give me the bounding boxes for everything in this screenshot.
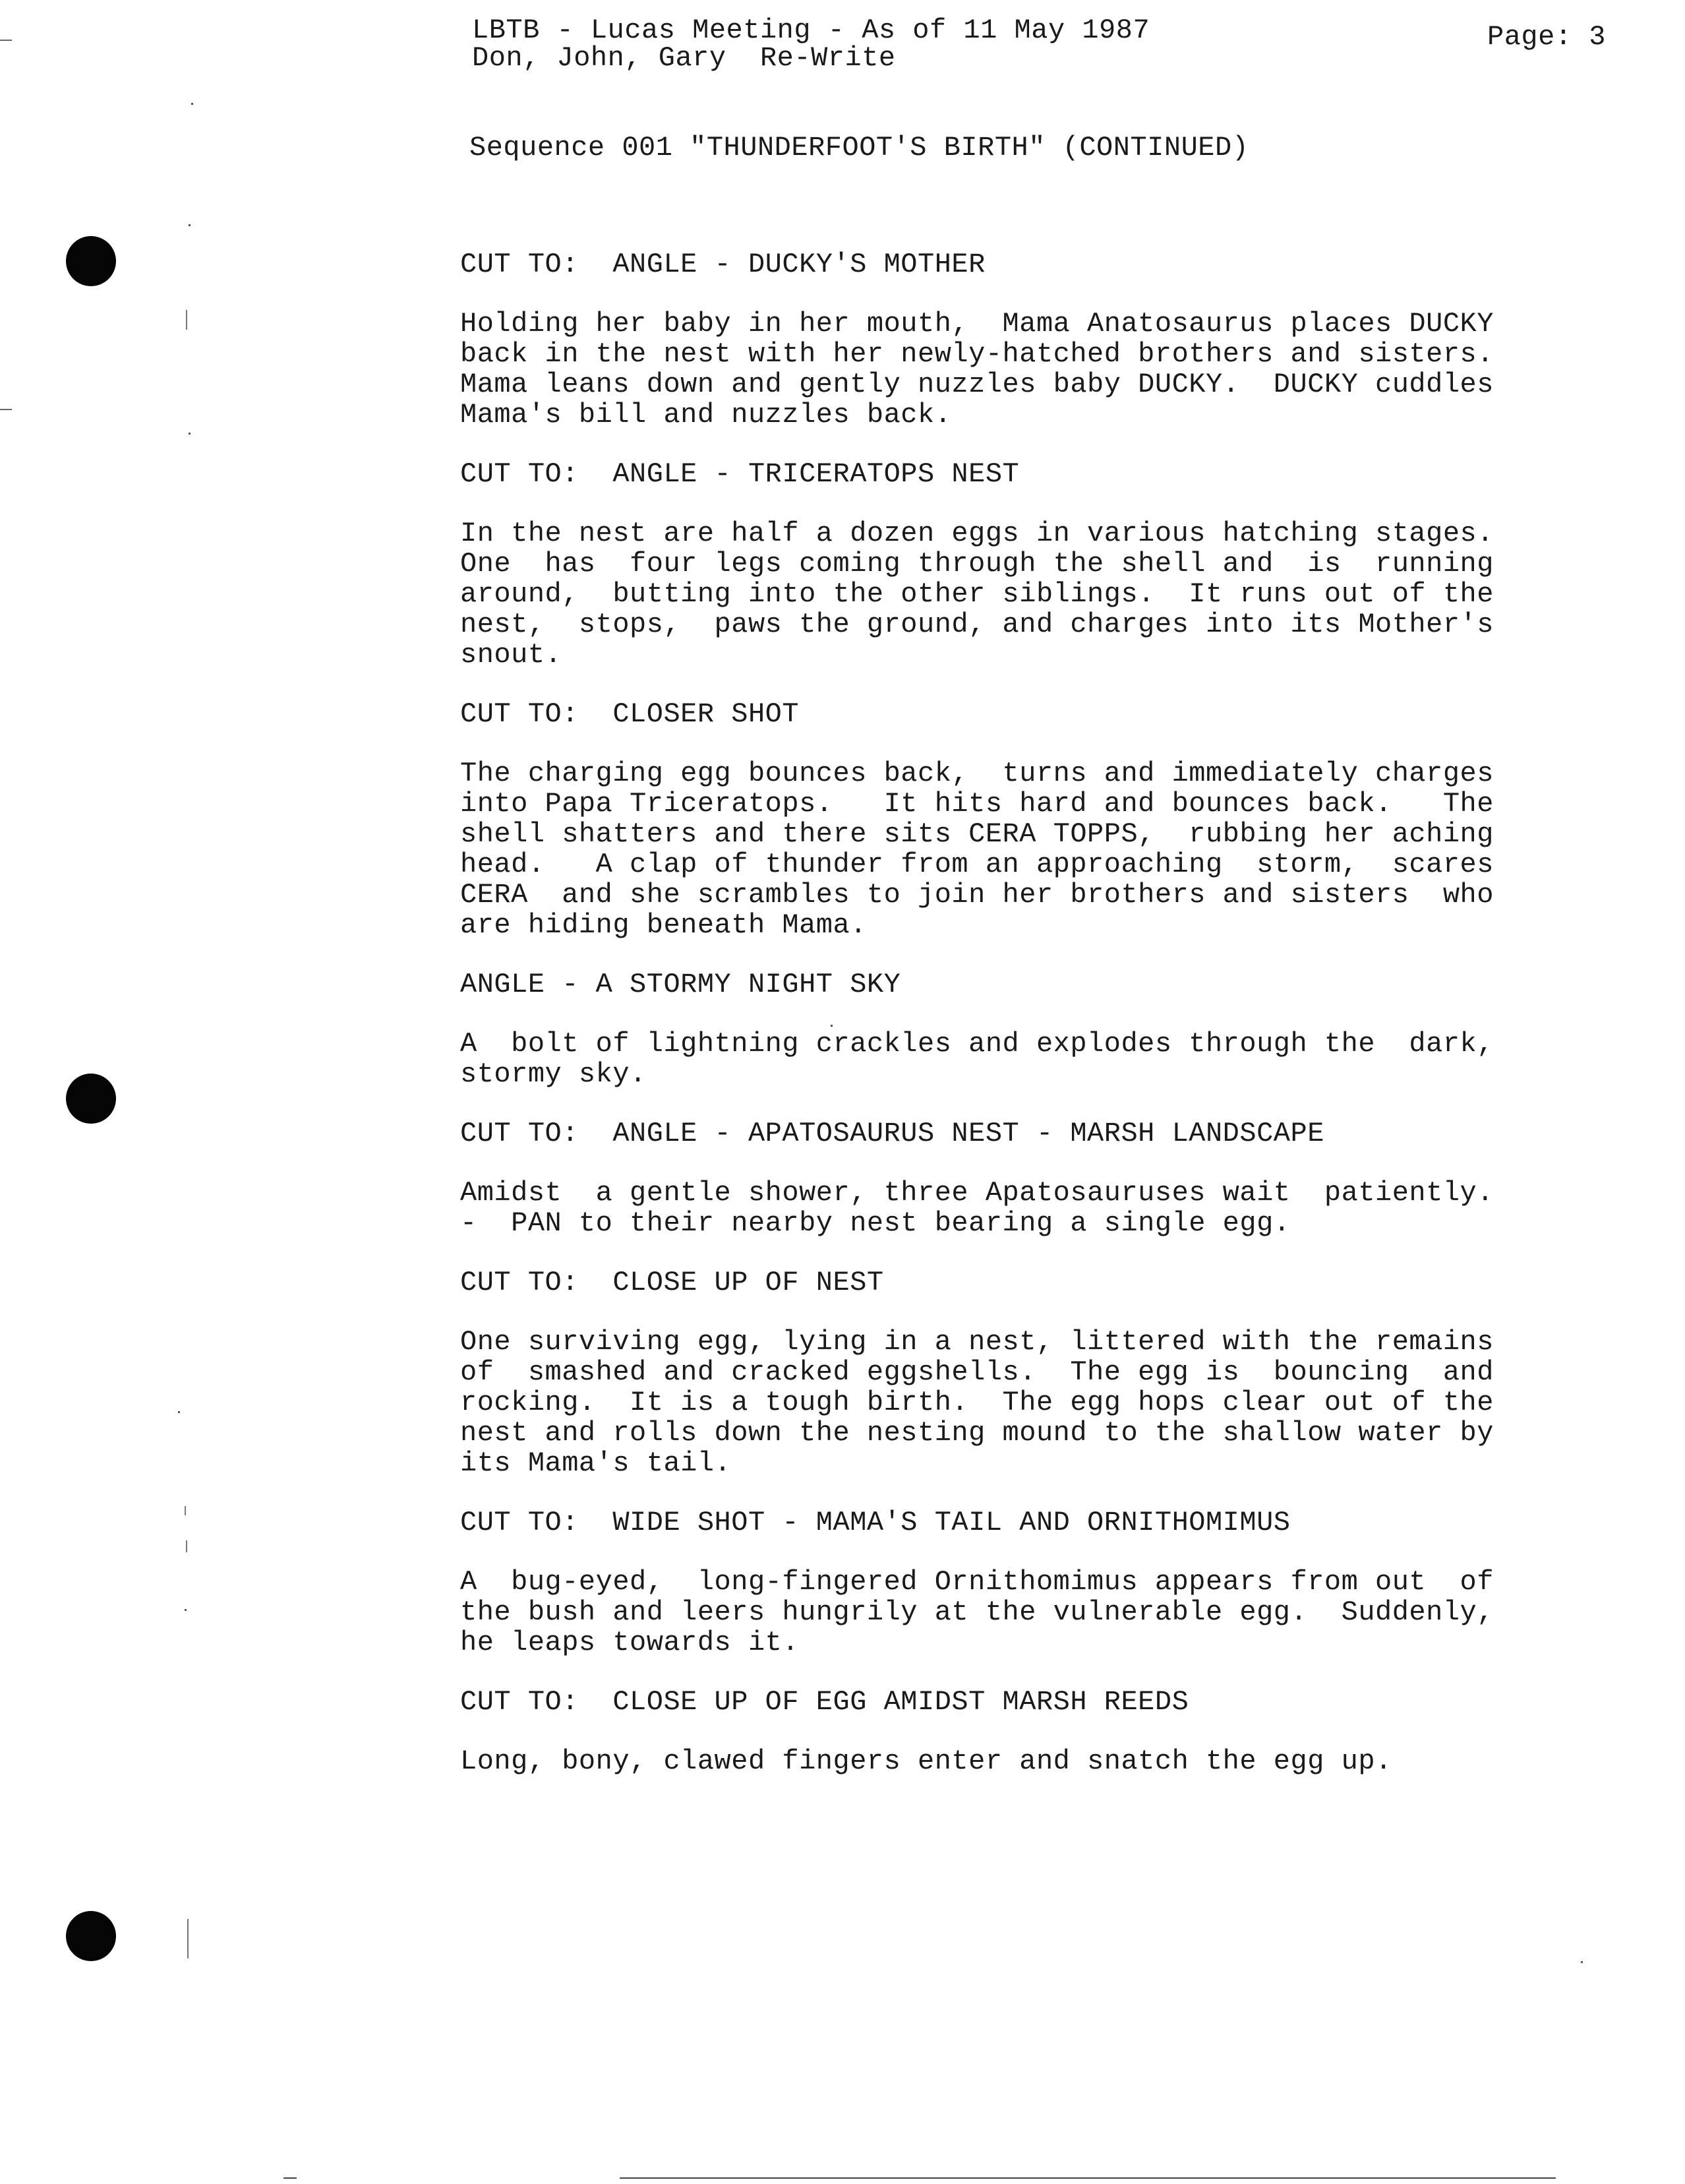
scan-speck [189,433,191,435]
punch-hole-middle [66,1074,116,1124]
scene-block [460,969,1581,1089]
scene-heading: CUT TO: ANGLE - DUCKY'S MOTHER [460,249,986,280]
scan-speck [191,103,193,105]
scan-bottom-edge [283,2177,297,2179]
description-line: nest, stops, paws the ground, and charges into its Mother's [460,609,1494,640]
punch-hole-top [66,236,116,286]
description-line: Long, bony, clawed fingers enter and snatch the egg up. [460,1745,1392,1777]
scene-description [460,1029,1581,1089]
scene-block [460,1118,1581,1238]
description-line: snout. [460,639,562,671]
description-line: stormy sky. [460,1058,647,1090]
header-writers: Don, John, Gary Re-Write [472,42,896,74]
scan-speck [178,1411,180,1413]
scene-block [460,699,1581,940]
scene-description [460,1567,1581,1658]
scene-description [460,1178,1581,1238]
description-line: Mama's bill and nuzzles back. [460,399,952,431]
description-line: In the nest are half a dozen eggs in various hatching stages. [460,518,1494,549]
description-line: are hiding beneath Mama. [460,909,867,941]
header-title: LBTB - Lucas Meeting - As of 11 May 1987 [472,15,1150,46]
script-body [460,249,1581,1805]
scene-block [460,249,1581,430]
description-line: The charging egg bounces back, turns and immediately charges [460,758,1494,789]
description-line: - PAN to their nearby nest bearing a single egg. [460,1207,1291,1239]
description-line: One surviving egg, lying in a nest, littered with the remains [460,1326,1494,1358]
scene-block [460,459,1581,670]
scan-speck [186,310,187,330]
page-number: Page: 3 [1487,21,1606,53]
scan-speck [189,224,191,226]
description-line: into Papa Triceratops. It hits hard and bounces back. The [460,788,1494,820]
description-line: rocking. It is a tough birth. The egg hops clear out of the [460,1387,1494,1418]
scene-block [460,1687,1581,1776]
scan-edge-mark [0,40,12,41]
scene-heading: CUT TO: ANGLE - TRICERATOPS NEST [460,458,1020,490]
description-line: Amidst a gentle shower, three Apatosauruses wait patiently. [460,1177,1494,1209]
description-line: the bush and leers hungrily at the vulnerable egg. Suddenly, [460,1596,1494,1628]
description-line: Holding her baby in her mouth, Mama Anatosaurus places DUCKY [460,308,1494,340]
scene-heading: ANGLE - A STORMY NIGHT SKY [460,969,901,1000]
sequence-title: Sequence 001 "THUNDERFOOT'S BIRTH" (CONTINUED) [469,132,1249,164]
scene-heading: CUT TO: WIDE SHOT - MAMA'S TAIL AND ORNITHOMIMUS [460,1507,1291,1538]
scan-speck [187,1919,189,1958]
scene-description [460,758,1581,940]
scene-description [460,518,1581,670]
description-line: A bug-eyed, long-fingered Ornithomimus appears from out of [460,1566,1494,1598]
description-line: back in the nest with her newly-hatched brothers and sisters. [460,338,1494,370]
description-line: around, butting into the other siblings. It runs out of the [460,578,1494,610]
scene-block [460,1267,1581,1478]
scan-speck [186,1540,187,1552]
scene-heading: CUT TO: CLOSER SHOT [460,698,800,730]
description-line: its Mama's tail. [460,1447,732,1479]
scene-heading: CUT TO: CLOSE UP OF EGG AMIDST MARSH REEDS [460,1686,1189,1718]
description-line: Mama leans down and gently nuzzles baby DUCKY. DUCKY cuddles [460,369,1494,400]
scan-speck [185,1506,186,1515]
description-line: of smashed and cracked eggshells. The egg is bouncing and [460,1356,1494,1388]
scene-description [460,309,1581,430]
description-line: CERA and she scrambles to join her brothers and sisters who [460,879,1494,911]
scan-speck [185,1609,187,1611]
scan-edge-mark [0,409,12,410]
description-line: nest and rolls down the nesting mound to the shallow water by [460,1417,1494,1449]
scene-heading: CUT TO: CLOSE UP OF NEST [460,1267,884,1298]
description-line: he leaps towards it. [460,1627,800,1658]
scene-block [460,1507,1581,1658]
punch-hole-bottom [66,1911,116,1961]
description-line: head. A clap of thunder from an approaching storm, scares [460,849,1494,880]
scene-description [460,1746,1581,1776]
scan-bottom-edge [620,2177,1556,2179]
scene-description [460,1327,1581,1478]
description-line: A bolt of lightning crackles and explodes through the dark, [460,1028,1494,1060]
description-line: shell shatters and there sits CERA TOPPS, rubbing her aching [460,818,1494,850]
scan-speck [1581,1961,1583,1963]
scene-heading: CUT TO: ANGLE - APATOSAURUS NEST - MARSH LANDSCAPE [460,1118,1324,1149]
description-line: One has four legs coming through the shell and is running [460,548,1494,580]
